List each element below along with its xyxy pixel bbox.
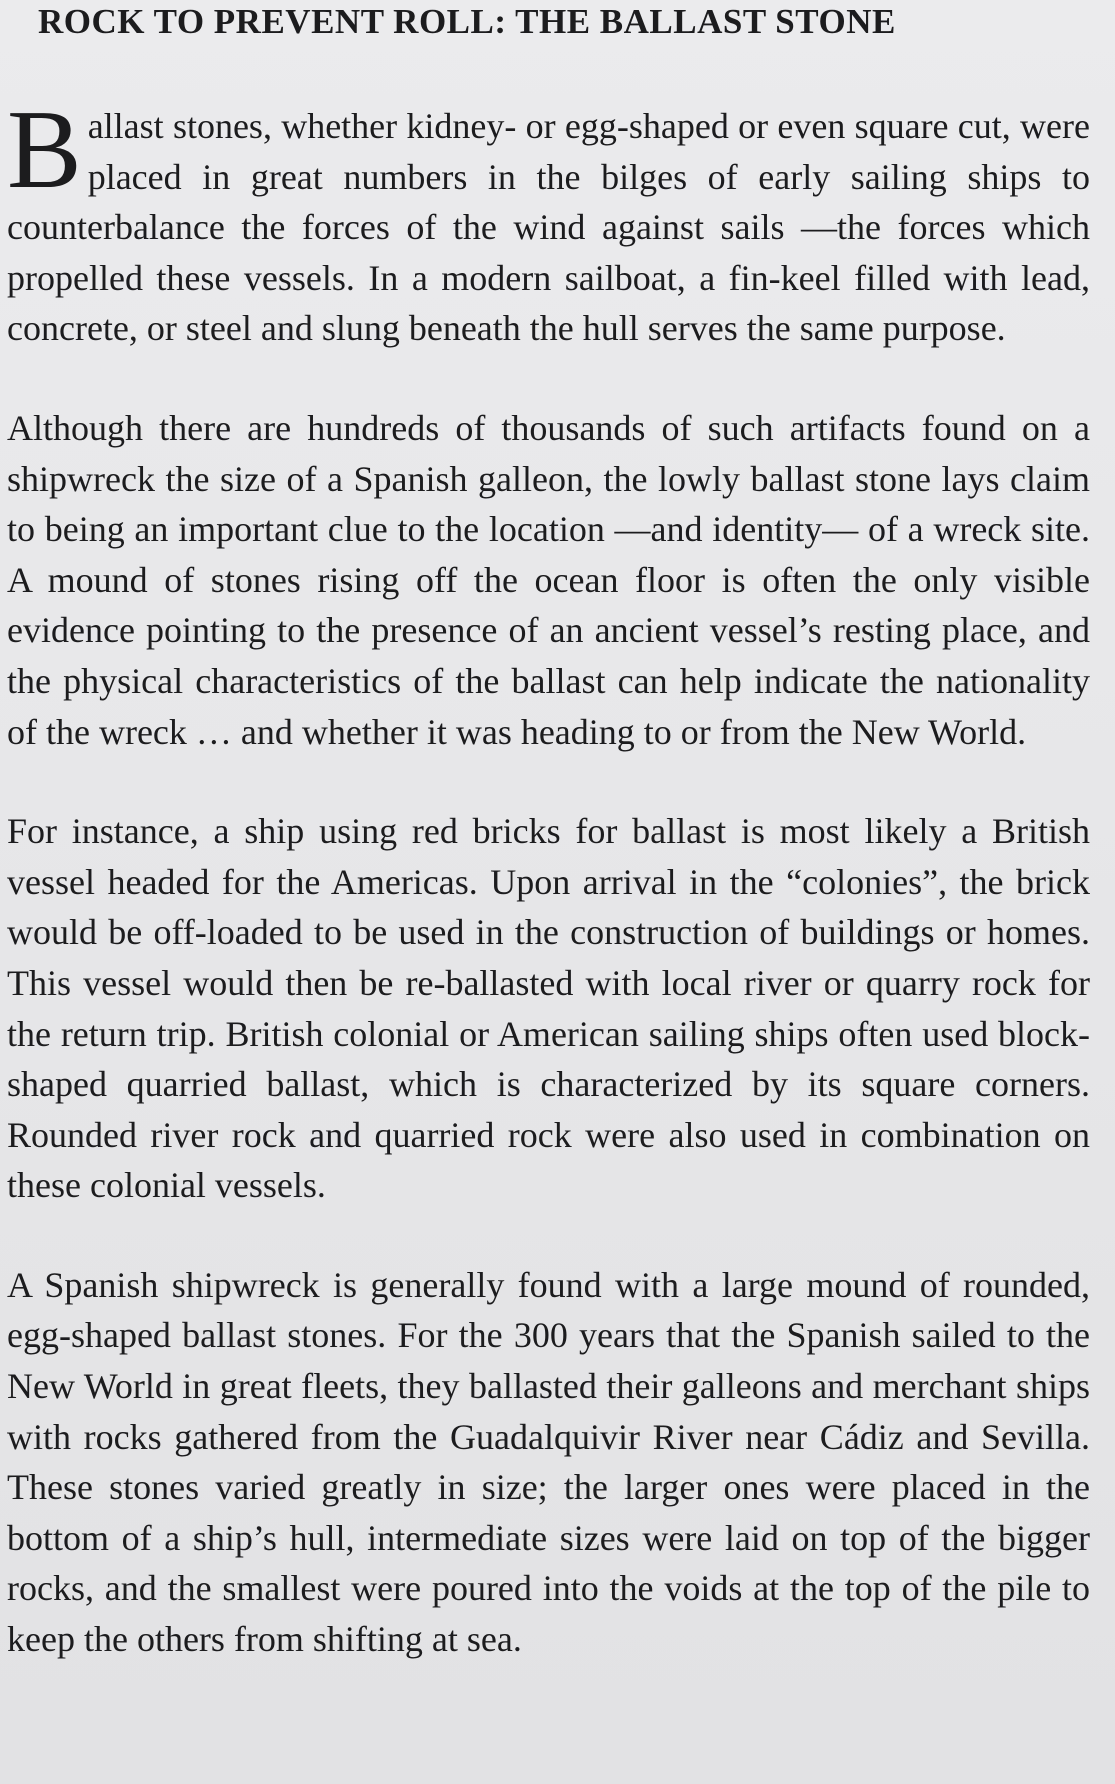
paragraph-spanish: A Spanish shipwreck is generally found with a large mound of rounded, egg-shaped ballast stones. For the 300 years that the Spanish sailed to the New World in great fleets, they ballasted their galleons and merchant ships with rocks gathered from the Guadalquivir River near Cádiz and Sevilla. These stones varied greatly in size; the larger ones were placed in the bottom of a ship’s hull, intermediate sizes were laid on top of the bigger rocks, and the smallest were poured into the voids at the top of the pile to keep the others from shifting at sea. [7,1264,1090,1660]
paragraph-clue: Although there are hundreds of thousands of such artifacts found on a shipwreck the size of a Spanish galleon, the lowly ballast stone lays claim to being an important clue to the location —and identity— of a wreck site. A mound of stones rising off the ocean floor is often the only visible evidence pointing to the presence of an ancient vessel’s resting place, and the physical characteristics of the ballast can help indicate the nationality of the wreck … and whether it was heading to or from the New World. [7,407,1090,752]
page-title: ROCK TO PREVENT ROLL: THE BALLAST STONE [38,2,896,41]
drop-cap: B [7,88,82,212]
paragraph-intro [7,88,1090,354]
paragraph-british: For instance, a ship using red bricks for ballast is most likely a British vessel headed for the Americas. Upon arrival in the “colonies”, the brick would be off-loaded to be used in the construction of buildings or homes. This vessel would then be re-ballasted with local river or quarry rock for the return trip. British colonial or American sailing ships often used block-shaped quarried ballast, which is characterized by its square corners. Rounded river rock and quarried rock were also used in combination on these colonial vessels. [7,811,1090,1206]
paragraph-intro-text: allast stones, whether kidney- or egg-shaped or even square cut, were placed in great numbers in the bilges of early sailing ships to counterbalance the forces of the wind against sails —the forces which propelled these vessels. In a modern sailboat, a fin-keel filled with lead, concrete, or steel and slung beneath the hull serves the same purpose. [7,106,1090,349]
article-body [7,88,1090,1665]
